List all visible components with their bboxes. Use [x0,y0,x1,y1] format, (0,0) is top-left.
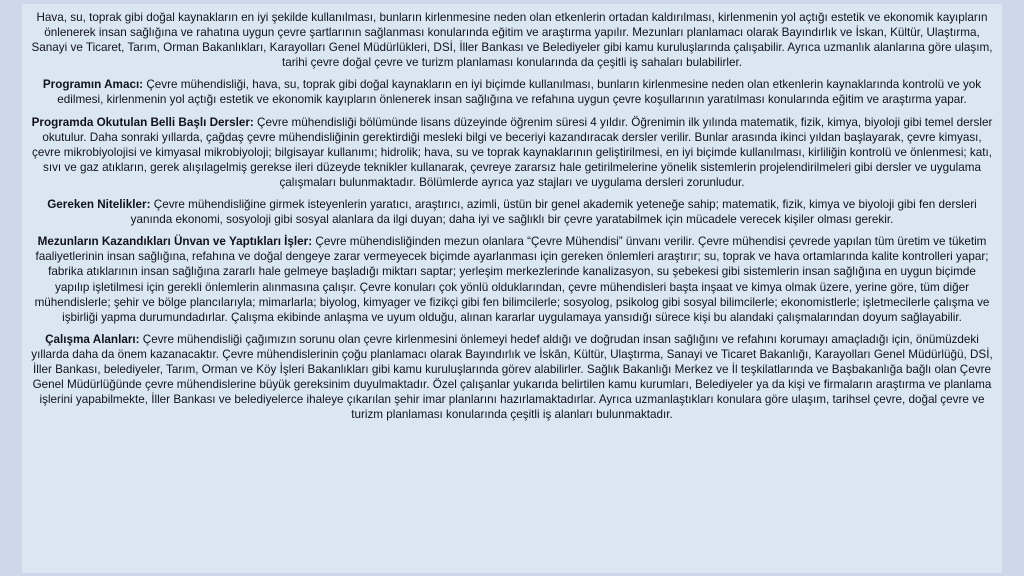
section-text: Çevre mühendisliği bölümünde lisans düzeyinde öğrenim süresi 4 yıldır. Öğrenimin ilk yılında matematik, fizik, kimya, biyoloji gibi temel dersler okutulur. Daha sonraki yıllarda, çağdaş çevre mühendisliğinin gerektirdiği mesleki bilgi ve beceriyi kazandıracak dersler verilir. Bunlar arasında ikinci yıldan başlayarak, çevre kimyası, çevre mikrobiyolojisi ve kimyasal mikrobiyoloji; bilgisayar kullanımı; hidrolik; hava, su ve toprak kaynaklarının geliştirilmesi, en iyi biçimde kullanılması, kirliliğin kontrolü ve önlenmesi; katı, sıvı ve gaz atıkların, gerek alışılagelmiş gerekse ileri düzeyde teknikler kullanarak, çevreye zararsız hale getirilmelerine yönelik sistemlerin projelendirilmeleri gibi dersler ve uygulama çalışmaları bulunmaktadır. Bölümlerde ayrıca yaz stajları ve uygulama dersleri zorunludur. [31,115,993,189]
section-heading: Çalışma Alanları: [45,332,140,346]
section-heading: Programda Okutulan Belli Başlı Dersler: [31,115,254,129]
section-text: Çevre mühendisliği çağımızın sorunu olan çevre kirlenmesini önlemeyi hedef aldığı ve doğrudan insan sağlığını ve refahını korumayı amaçladığı için, önümüzdeki yıllarda daha da önem kazanacaktır. Çevre mühendislerinin çoğu planlamacı olarak Bayındırlık ve İskân, Kültür, Ulaştırma, Sanayi ve Ticaret Bakanlığı, Karayolları Genel Müdürlüğü, DSİ, İller Bankası, belediyeler, Tarım, Orman ve Köy İşleri Bakanlıkları gibi kamu kuruluşlarında görev alabilirler. Sağlık Bakanlığı Merkez ve İl teşkilatlarında ve Başbakanlığa bağlı olan Çevre Genel Müdürlüğünde çevre mühendislerine büyük gereksinim duyulmaktadır. Özel çalışanlar yukarıda belirtilen kamu kurumları, Belediyeler ya da kişi ve firmaların araştırma ve planlama işlerini yapabilmekte, İller Bankası ve belediyelerce ihaleye çıkarılan şehir imar planlarını hazırlamaktadırlar. Ayrıca uzmanlaştıkları konulara göre ulaşım, tarihsel çevre, doğal çevre ve turizm planlaması konularında çeşitli iş alanları bulunmaktadır. [31,332,993,422]
intro-paragraph: Hava, su, toprak gibi doğal kaynakların en iyi şekilde kullanılması, bunların kirlenmesine neden olan etkenlerin ortadan kaldırılması, kirlenmenin yol açtığı estetik ve ekonomik kayıpların önlenerek insan sağlığına ve rahatına uygun çevre şartlarının sağlanması konularında eğitim ve araştırma yapılır. Mezunları planlamacı olarak Bayındırlık ve İskan, Kültür, Ulaştırma, Sanayi ve Ticaret, Tarım, Orman Bakanlıkları, Karayolları Genel Müdürlükleri, DSİ, İller Bankası ve Belediyeler gibi kamu kuruluşlarında çalışabilir. Ayrıca uzmanlık alanlarına göre ulaşım, tarihi çevre doğal çevre ve turizm planlaması konularında da çeşitli iş sahaları bulabilirler. [31,11,993,70]
courses-paragraph [30,115,994,190]
work-areas-paragraph [30,332,994,423]
section-text: Çevre mühendisliği, hava, su, toprak gibi doğal kaynakların en iyi biçimde kullanılması, bunların kirlenmesine neden olan etkenlerin kaynaklarında kontrolü ve yok edilmesi, kirlenmenin yol açtığı estetik ve ekonomik kayıpların önlenerek insan sağlığına ve refahına uygun çevre koşullarının yaratılması konularında eğitim ve araştırma yapar. [57,78,982,107]
text-panel [22,4,1002,573]
section-heading: Mezunların Kazandıkları Ünvan ve Yaptıkları İşler: [37,235,313,249]
section-text: Çevre mühendisliğine girmek isteyenlerin yaratıcı, araştırıcı, azimli, üstün bir genel akademik yeteneğe sahip; matematik, fizik, kimya ve biyoloji gibi fen dersleri yanında ekonomi, sosyoloji gibi sosyal alanlara da ilgi duyan; daha iyi ve sağlıklı bir çevre yaratabilmek için mücadele verecek kişiler olması gerekir. [130,198,977,227]
section-heading: Programın Amacı: [42,78,144,92]
graduate-titles-paragraph [30,234,994,325]
section-text: Çevre mühendisliğinden mezun olanlara “Çevre Mühendisi” ünvanı verilir. Çevre mühendisi çevrede yapılan tüm üretim ve tüketim faaliyetlerinin insan sağlığına, refahına ve doğal dengeye zarar vermeyecek biçimde ayarlanması için gereken önlemleri araştırır; su, toprak ve hava ortamlarında kalite kontrolleri yapar; fabrika atıklarının insan sağlığına zararlı hale gelmeye başladığı miktarı saptar; yerleşim merkezlerinde kanalizasyon, su şebekesi gibi sistemlerin insan sağlığına en uygun biçimde yapılıp işletilmesi için gerekli önlemlerin alınmasına çalışır. Çevre konuları çok yönlü olduklarından, çevre mühendisleri başta inşaat ve kimya olmak üzere, yerine göre, tüm diğer mühendislerle; şehir ve bölge plancılarıyla; mimarlarla; biyolog, kimyager ve fizikçi gibi fen bilimcilerle; sosyolog, psikolog gibi sosyal bilimcilerle; ekonomistlerle; işletmecilerle çalışma ve işbirliği yapma durumundadırlar. Çalışma ekibinde anlaşma ve uyum olduğu, alınan kararlar uygulamaya yansıdığı sürece kişi bu alandaki çalışmalarından doyum sağlayabilir. [34,235,990,324]
program-purpose-paragraph [30,77,994,107]
section-heading: Gereken Nitelikler: [47,198,151,212]
qualifications-paragraph [30,197,994,227]
